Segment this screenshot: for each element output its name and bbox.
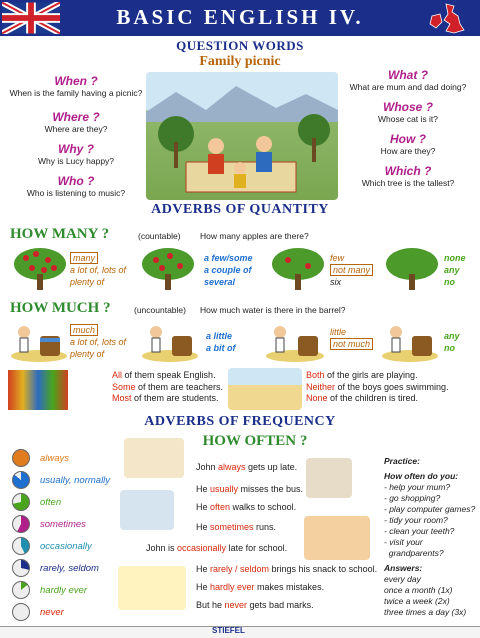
question-word: Whose ?	[383, 100, 433, 114]
frequency-label: hardly ever	[40, 584, 87, 596]
frequency-sentence	[196, 564, 377, 574]
practice-item: - play computer games?	[384, 504, 476, 514]
frequency-sentence	[196, 522, 276, 532]
frequency-sentence	[196, 502, 296, 512]
frequency-label: rarely, seldom	[40, 562, 99, 574]
frequency-scale-row	[12, 602, 132, 622]
word-a-lot-of: a lot of, lots of	[70, 265, 127, 275]
frequency-pie-icon	[12, 537, 30, 555]
word-a-couple-of: a couple of	[204, 265, 252, 275]
page-title: BASIC ENGLISH IV.	[116, 5, 364, 29]
frequency-scale-row	[12, 580, 132, 600]
sentence-part: gets bad marks.	[247, 600, 314, 610]
answer-item: every day	[384, 574, 421, 584]
question-word: Where ?	[52, 110, 100, 124]
publisher-logo: STIEFEL	[212, 626, 245, 635]
classroom-illustration	[304, 516, 370, 560]
sentence-part: misses the bus.	[238, 484, 304, 494]
sentence-part: brings his snack to school.	[269, 564, 378, 574]
word-a-lot-of: a lot of, lots of	[70, 337, 127, 347]
frequency-sentence	[146, 543, 287, 553]
how-much-question: How much water is there in the barrel?	[200, 305, 346, 315]
family-picnic-subtitle: Family picnic	[199, 54, 281, 69]
frequency-pie-icon	[12, 515, 30, 533]
both-neither-none-sentences	[306, 370, 449, 405]
barrel-little-illustration	[140, 322, 200, 367]
frequency-label: sometimes	[40, 518, 86, 530]
question-word: How ?	[390, 132, 426, 146]
word-several: several	[204, 277, 236, 287]
sentence-part: But he	[196, 600, 225, 610]
group-of-people-illustration	[8, 370, 68, 410]
word-a-bit-of: a bit of	[206, 343, 236, 353]
sentence-adverb: rarely / seldom	[210, 564, 270, 574]
word-six: six	[330, 277, 341, 287]
adverbs-of-quantity-title: ADVERBS OF QUANTITY	[151, 202, 329, 217]
barrel-full-illustration	[10, 322, 68, 367]
sentence-part: gets up late.	[245, 462, 298, 472]
sentence-part: He	[196, 564, 211, 574]
word-neither: Neither	[306, 381, 336, 392]
uk-flag-icon	[2, 2, 60, 39]
frequency-pie-icon	[12, 493, 30, 511]
frequency-pie-icon	[12, 449, 30, 467]
running-boy-illustration	[120, 490, 174, 530]
sentence-part: John	[196, 462, 219, 472]
practice-box	[384, 456, 478, 618]
practice-title: Practice:	[384, 456, 420, 466]
sentence-part: John is	[146, 543, 178, 553]
some-words	[204, 252, 253, 288]
boy-with-snack-illustration	[118, 566, 186, 610]
question-word: Why ?	[58, 142, 94, 156]
word-any: any	[444, 331, 460, 341]
how-often-label: HOW OFTEN ?	[202, 433, 308, 449]
question-example: Where are they?	[44, 124, 108, 134]
frequency-label: always	[40, 452, 70, 464]
how-much-label: HOW MUCH ?	[10, 300, 111, 316]
word-some: Some	[112, 381, 136, 392]
sentence-part: He	[196, 582, 211, 592]
word-not-many: not many	[330, 264, 373, 276]
right-questions	[340, 68, 476, 196]
bedroom-illustration	[124, 438, 184, 478]
practice-item: grandparents?	[384, 548, 444, 558]
question-example: Why is Lucy happy?	[37, 156, 115, 166]
frequency-pie-icon	[12, 603, 30, 621]
question-word: Who ?	[57, 174, 95, 188]
practice-item: - tidy your room?	[384, 515, 448, 525]
word-many: many	[70, 252, 98, 264]
frequency-sentence	[196, 600, 314, 610]
question-example: When is the family having a picnic?	[9, 88, 143, 98]
frequency-scale-row	[12, 558, 132, 578]
word-plenty-of: plenty of	[70, 277, 105, 287]
beach-children-illustration	[228, 368, 302, 410]
word-a-little: a little	[206, 331, 233, 341]
adverbs-of-frequency-title: ADVERBS OF FREQUENCY	[144, 414, 336, 429]
question-words-title: QUESTION WORDS	[176, 38, 304, 53]
word-not-much: not much	[330, 338, 373, 350]
any-words	[444, 330, 460, 354]
sentence-rest: of them are students.	[131, 393, 219, 403]
frequency-label: usually, normally	[40, 474, 111, 486]
word-any: any	[444, 265, 460, 275]
apple-tree-many-illustration	[12, 246, 68, 295]
sentence-rest: of the girls are playing.	[324, 370, 418, 380]
frequency-pie-icon	[12, 581, 30, 599]
many-words	[70, 252, 126, 288]
frequency-pie-icon	[12, 471, 30, 489]
practice-items	[384, 482, 478, 559]
frequency-scale-row	[12, 470, 132, 490]
answer-item: twice a week (2x)	[384, 596, 450, 606]
sentence-rest: of them are teachers.	[135, 381, 224, 392]
sentence-adverb: sometimes	[210, 522, 254, 532]
frequency-scale-row	[12, 492, 132, 512]
frequency-label: never	[40, 606, 64, 618]
sentence-part: He	[196, 522, 211, 532]
word-a-few-some: a few/some	[204, 253, 253, 263]
sentence-adverb: often	[210, 502, 231, 512]
question-example: Who is listening to music?	[26, 188, 126, 198]
bus-stop-illustration	[306, 458, 352, 498]
frequency-sentence	[196, 484, 303, 494]
practice-item: - help your mum?	[384, 482, 451, 492]
much-words	[70, 324, 126, 360]
word-no: no	[444, 277, 455, 287]
sentence-part: late for school.	[226, 543, 288, 553]
sentence-part: He	[196, 502, 211, 512]
how-many-question: How many apples are there?	[200, 231, 309, 241]
question-example: How are they?	[380, 146, 436, 156]
word-little: little	[330, 327, 347, 337]
barrel-empty-illustration	[380, 322, 440, 367]
sentence-adverb: never	[224, 600, 248, 610]
apple-tree-none-illustration	[384, 246, 440, 295]
practice-item: - visit your	[384, 537, 423, 547]
sentence-part: walks to school.	[230, 502, 297, 512]
question-example: What are mum and dad doing?	[349, 82, 467, 92]
frequency-label: occasionally	[40, 540, 92, 552]
question-example: Whose cat is it?	[378, 114, 438, 124]
practice-question: How often do you:	[384, 471, 459, 481]
sentence-part: makes mistakes.	[254, 582, 325, 592]
question-example: Which tree is the tallest?	[361, 178, 455, 188]
british-isles-map-icon	[424, 2, 476, 41]
word-none: None	[306, 393, 328, 403]
question-word: Which ?	[384, 164, 432, 178]
word-all: All	[112, 370, 123, 380]
family-picnic-illustration	[146, 72, 338, 200]
barrel-not-much-illustration	[264, 322, 326, 367]
word-most: Most	[112, 393, 132, 403]
practice-item: - clean your teeth?	[384, 526, 455, 536]
uncountable-note: (uncountable)	[134, 305, 186, 315]
sentence-adverb: hardly ever	[210, 582, 255, 592]
question-word: When ?	[54, 74, 98, 88]
sentence-adverb: always	[218, 462, 246, 472]
answers-title: Answers:	[384, 563, 423, 573]
frequency-sentence	[196, 582, 324, 592]
sentence-part: runs.	[253, 522, 277, 532]
not-much-words	[330, 326, 373, 350]
few-words	[330, 252, 373, 288]
frequency-sentence	[196, 462, 297, 472]
answers-list	[384, 574, 478, 618]
frequency-label: often	[40, 496, 62, 508]
practice-item: - go shopping?	[384, 493, 441, 503]
word-none: none	[444, 253, 466, 263]
how-many-label: HOW MANY ?	[10, 226, 110, 242]
sentence-rest: of them speak English.	[122, 370, 216, 380]
answer-item: three times a day (3x)	[384, 607, 467, 617]
sentence-rest: of the children is tired.	[327, 393, 419, 403]
word-few: few	[330, 253, 345, 263]
sentence-adverb: occasionally	[177, 543, 227, 553]
sentence-adverb: usually	[210, 484, 239, 494]
left-questions	[6, 74, 146, 206]
sentence-part: He	[196, 484, 211, 494]
frequency-scale-row	[12, 514, 132, 534]
all-some-most-sentences	[112, 370, 223, 405]
frequency-pie-icon	[12, 559, 30, 577]
sentence-rest: of the boys goes swimming.	[335, 381, 449, 392]
little-words	[206, 330, 236, 354]
countable-note: (countable)	[138, 231, 181, 241]
frequency-scale-row	[12, 536, 132, 556]
word-much: much	[70, 324, 98, 336]
word-no: no	[444, 343, 455, 353]
word-both: Both	[306, 370, 325, 380]
question-word: What ?	[388, 68, 428, 82]
apple-tree-few-illustration	[270, 246, 326, 295]
answer-item: once a month (1x)	[384, 585, 453, 595]
frequency-scale-row	[12, 448, 132, 468]
word-plenty-of: plenty of	[70, 349, 105, 359]
none-words	[444, 252, 466, 288]
apple-tree-some-illustration	[140, 246, 196, 295]
